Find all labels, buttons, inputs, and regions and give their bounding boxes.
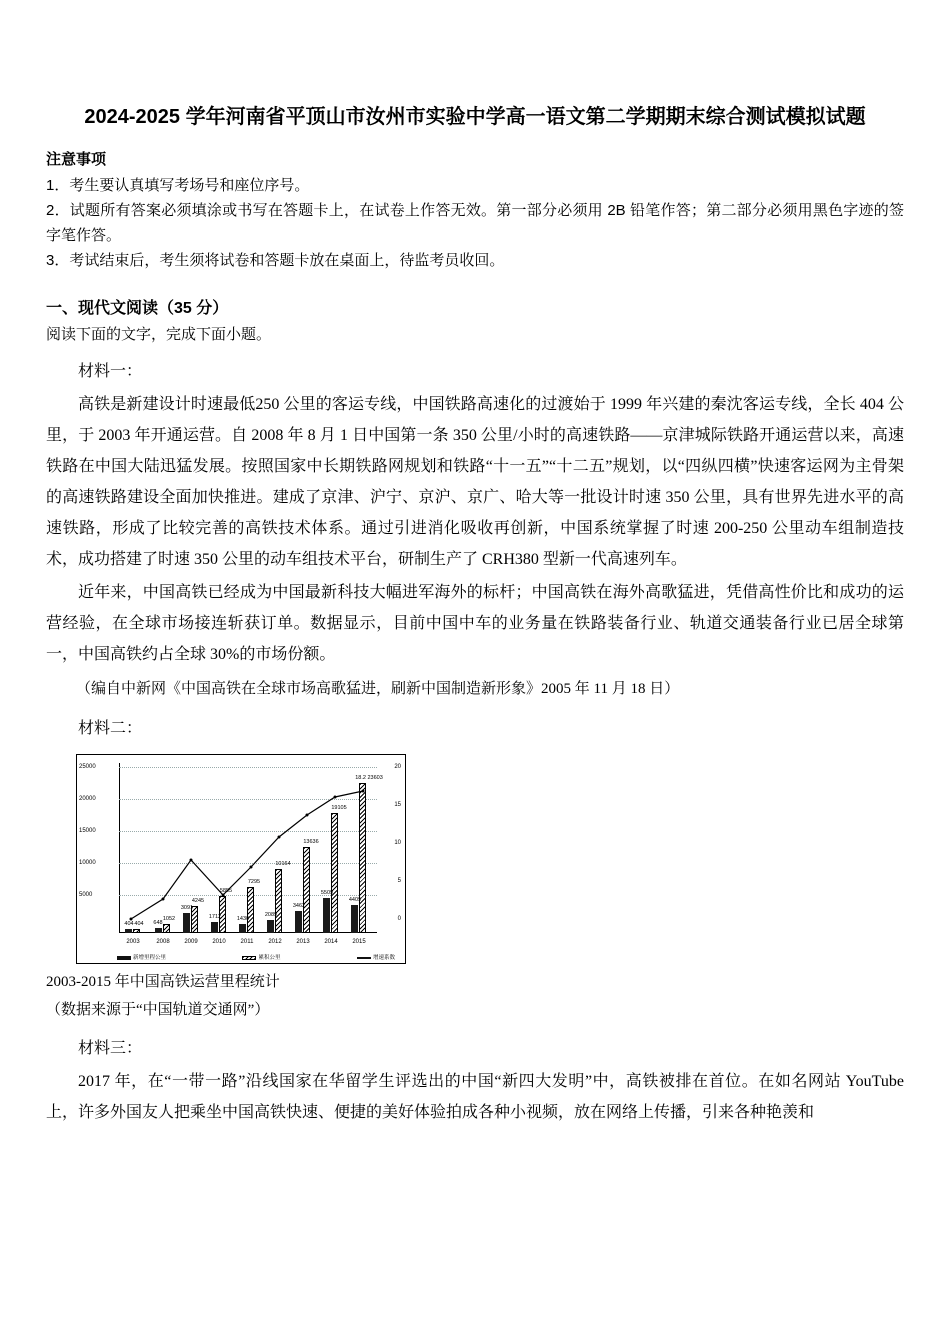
paragraph-2: 近年来，中国高铁已经成为中国最新科技大幅进军海外的标杆；中国高铁在海外高歌猛进，凭借高性价比和成功的运营经验，在全球市场接连斩获订单。数据显示，目前中国中车的业务量在铁路装备行业、轨道交通装备行业已居全球第一，中国高铁约占全球 30%的市场份额。 bbox=[46, 584, 904, 663]
y-tick-left-3: 10000 bbox=[79, 860, 96, 866]
material-three-label: 材料三： bbox=[78, 1040, 143, 1057]
growth-line-series bbox=[119, 763, 383, 935]
x-tick-2013: 2013 bbox=[296, 939, 310, 945]
y-tick-right-0: 20 bbox=[394, 764, 401, 770]
line-point-2012 bbox=[278, 836, 281, 839]
y-tick-right-1: 15 bbox=[394, 802, 401, 808]
page-title: 2024-2025 学年河南省平顶山市汝州市实验中学高一语文第二学期期末综合测试模拟试题 bbox=[84, 106, 866, 128]
material-one-label: 材料一： bbox=[78, 363, 143, 380]
bar-label-2003a: 404 bbox=[124, 921, 134, 927]
bar-label-2011b: 7295 bbox=[247, 879, 261, 885]
y-tick-left-2: 15000 bbox=[79, 828, 96, 834]
bar-label-2013a: 3462 bbox=[292, 903, 306, 909]
y-tick-left-0: 25000 bbox=[79, 764, 96, 770]
bar-label-2009a: 3091 bbox=[180, 905, 194, 911]
plot-area bbox=[119, 763, 383, 945]
line-point-2008 bbox=[162, 898, 165, 901]
legend-item-rate bbox=[357, 953, 395, 961]
bar-label-2013b: 13636 bbox=[303, 839, 319, 845]
bar-label-2015a: 4409 bbox=[348, 897, 362, 903]
line-point-2009 bbox=[190, 859, 193, 862]
bar-label-2011a: 1430 bbox=[236, 916, 250, 922]
paragraph-1: 高铁是新建设计时速最低250 公里的客运专线，中国铁路高速化的过渡始于 1999 年兴建的秦沈客运专线，全长 404 公里，于 2003 年开通运营。自 2008 年 8 月 1 日中国第一条 350 公里/小时的高速铁路——京津城际铁路开通运营以来，高速铁路在中国大陆迅猛发展。按照国家中长期铁路网规划和铁路“十一五”“十二五”规划，以“四纵四横”快速客运网为主骨架的高速铁路建设全面加快推进。建成了京津、沪宁、京沪、京广、哈大等一批设计时速 350 公里，具有世界先进水平的高速铁路，形成了比较完善的高铁技术体系。通过引进消化吸收再创新，中国系统掌握了时速 200-250 公里动车组制造技术，成功搭建了时速 350 公里的动车组技术平台，研制生产了 CRH380 型新一代高速列车。 bbox=[46, 396, 904, 568]
bar-label-2012b: 10164 bbox=[275, 861, 291, 867]
legend-label-cum: 累积公里 bbox=[258, 955, 281, 961]
legend-swatch-dark bbox=[117, 956, 131, 960]
legend-item-cum bbox=[242, 953, 280, 961]
bar-label-2010b: 5855 bbox=[219, 888, 233, 894]
x-tick-2012: 2012 bbox=[268, 939, 282, 945]
x-tick-2015: 2015 bbox=[352, 939, 366, 945]
legend-label-rate: 增速系数 bbox=[372, 955, 395, 961]
bar-label-2008a: 648 bbox=[153, 920, 163, 926]
bar-line-chart bbox=[76, 754, 406, 964]
section-heading: 一、现代文阅读（35 分） bbox=[46, 300, 229, 317]
chart-figure bbox=[76, 754, 406, 964]
legend-swatch-hatch bbox=[242, 956, 256, 960]
x-tick-2010: 2010 bbox=[212, 939, 226, 945]
x-tick-2003: 2003 bbox=[126, 939, 140, 945]
line-point-2014 bbox=[334, 796, 337, 799]
chart-legend bbox=[117, 953, 395, 961]
chart-source: （数据来源于“中国轨道交通网”） bbox=[46, 1002, 270, 1018]
y-tick-right-3: 5 bbox=[397, 878, 401, 884]
bar-label-2015b: 18.2 23603 bbox=[355, 775, 383, 781]
y-tick-left-1: 20000 bbox=[79, 796, 96, 802]
x-tick-2008: 2008 bbox=[156, 939, 170, 945]
notice-item-1: 1．考生要认真填写考场号和座位序号。 bbox=[46, 177, 310, 194]
line-point-2013 bbox=[306, 814, 309, 817]
material-three-paragraph: 2017 年，在“一带一路”沿线国家在华留学生评选出的中国“新四大发明”中，高铁被排在首位。在如名网站 YouTube 上，许多外国友人把乘坐中国高铁快速、便捷的美好体验拍成各种小视频，放在网络上传播，引来各种艳羡和 bbox=[46, 1073, 904, 1121]
section-intro: 阅读下面的文字，完成下面小题。 bbox=[46, 326, 272, 343]
legend-item-new bbox=[117, 953, 166, 961]
line-point-2015 bbox=[362, 790, 365, 793]
material-two-label: 材料二： bbox=[78, 720, 143, 737]
legend-label-new: 新增里程公里 bbox=[133, 955, 167, 961]
notice-item-3: 3．考试结束后，考生须将试卷和答题卡放在桌面上，待监考员收回。 bbox=[46, 252, 505, 269]
line-point-2010 bbox=[222, 894, 225, 897]
legend-swatch-line bbox=[357, 957, 371, 959]
bar-label-2014a: 5509 bbox=[320, 890, 334, 896]
bar-label-2003b: 404 bbox=[134, 921, 144, 927]
bar-label-2014b: 19105 bbox=[331, 805, 347, 811]
bar-label-2012a: 2089 bbox=[264, 912, 278, 918]
x-tick-2014: 2014 bbox=[324, 939, 338, 945]
source-attribution-one: （编自中新网《中国高铁在全球市场高歌猛进，刷新中国制造新形象》2005 年 11 月 18 日） bbox=[76, 681, 680, 697]
chart-caption: 2003-2015 年中国高铁运营里程统计 bbox=[46, 974, 280, 990]
notice-item-2: 2．试题所有答案必须填涂或书写在答题卡上，在试卷上作答无效。第一部分必须用 2B 铅笔作答；第二部分必须用黑色字迹的签字笔作答。 bbox=[46, 202, 904, 244]
x-tick-2009: 2009 bbox=[184, 939, 198, 945]
bar-label-2010a: 1712 bbox=[208, 914, 222, 920]
line-point-2011 bbox=[250, 866, 253, 869]
line-point-2003 bbox=[130, 918, 133, 921]
y-tick-right-4: 0 bbox=[397, 916, 401, 922]
y-tick-left-4: 5000 bbox=[79, 892, 93, 898]
bar-label-2009b: 4245 bbox=[191, 898, 205, 904]
x-tick-2011: 2011 bbox=[240, 939, 254, 945]
notice-heading: 注意事项 bbox=[46, 151, 107, 168]
bar-label-2008b: 1052 bbox=[162, 916, 176, 922]
y-tick-right-2: 10 bbox=[394, 840, 401, 846]
